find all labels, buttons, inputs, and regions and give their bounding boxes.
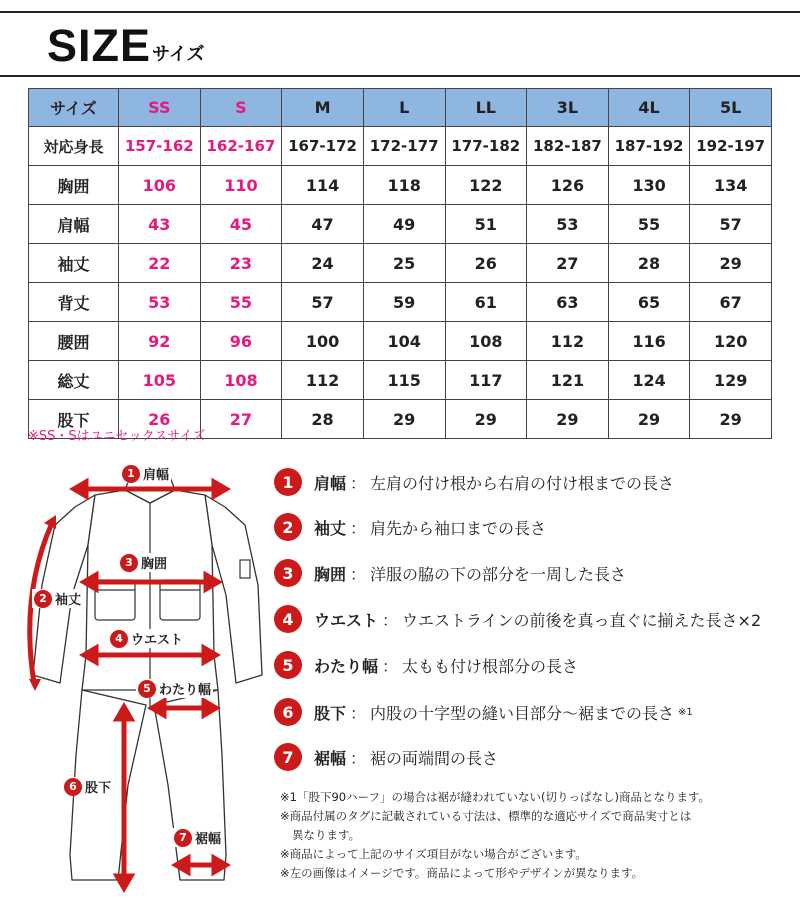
table-cell: 130 bbox=[608, 166, 690, 205]
legend-description: 内股の十字型の縫い目部分～裾までの長さ bbox=[370, 703, 675, 723]
table-cell: 124 bbox=[608, 361, 690, 400]
legend-item bbox=[274, 650, 578, 680]
header-cell: SS bbox=[119, 89, 201, 127]
row-label: 股下 bbox=[29, 400, 119, 439]
legend-term: 袖丈 bbox=[314, 518, 347, 538]
footnote: ※商品付属のタグに記載されている寸法は、標準的な適応サイズで商品実寸とは bbox=[280, 809, 692, 823]
legend-separator: ： bbox=[350, 518, 367, 538]
table-cell: 182-187 bbox=[527, 127, 609, 166]
legend-number: 3 bbox=[274, 559, 302, 587]
row-label: 胸囲 bbox=[29, 166, 119, 205]
diagram-label-shoulder: 1 肩幅 bbox=[120, 464, 171, 483]
legend-number: 1 bbox=[274, 468, 302, 496]
table-cell: 172-177 bbox=[363, 127, 445, 166]
footnote: ※1「股下90ハーフ」の場合は裾が縫われていない(切りっぱなし)商品となります。 bbox=[280, 790, 711, 804]
table-cell: 96 bbox=[200, 322, 282, 361]
table-cell: 29 bbox=[690, 244, 772, 283]
diagram-num: 1 bbox=[122, 465, 140, 483]
table-cell: 105 bbox=[119, 361, 201, 400]
header-cell: サイズ bbox=[29, 89, 119, 127]
diagram-label-sleeve: 2 袖丈 bbox=[32, 589, 83, 608]
table-cell: 29 bbox=[445, 400, 527, 439]
table-cell: 92 bbox=[119, 322, 201, 361]
legend-item bbox=[274, 558, 626, 588]
table-cell: 61 bbox=[445, 283, 527, 322]
table-cell: 177-182 bbox=[445, 127, 527, 166]
table-cell: 187-192 bbox=[608, 127, 690, 166]
page-subtitle: サイズ bbox=[152, 44, 205, 65]
table-cell: 129 bbox=[690, 361, 772, 400]
table-cell: 134 bbox=[690, 166, 772, 205]
table-cell: 108 bbox=[445, 322, 527, 361]
table-row bbox=[29, 205, 772, 244]
header-cell: S bbox=[200, 89, 282, 127]
table-cell: 59 bbox=[363, 283, 445, 322]
table-cell: 57 bbox=[690, 205, 772, 244]
size-table-header bbox=[29, 89, 772, 127]
table-cell: 49 bbox=[363, 205, 445, 244]
legend-term: 肩幅 bbox=[314, 473, 347, 493]
diagram-label-waist: 4 ウエスト bbox=[108, 629, 185, 648]
table-cell: 63 bbox=[527, 283, 609, 322]
table-cell: 65 bbox=[608, 283, 690, 322]
table-cell: 53 bbox=[527, 205, 609, 244]
table-cell: 117 bbox=[445, 361, 527, 400]
table-cell: 122 bbox=[445, 166, 527, 205]
legend-description: ウエストラインの前後を真っ直ぐに揃えた長さ×2 bbox=[402, 610, 762, 630]
diagram-label-inseam: 6 股下 bbox=[62, 777, 113, 796]
table-cell: 27 bbox=[200, 400, 282, 439]
legend-description: 左肩の付け根から右肩の付け根までの長さ bbox=[370, 473, 675, 493]
diagram-num: 4 bbox=[110, 630, 128, 648]
legend-footnote-ref: ※1 bbox=[678, 706, 693, 718]
coverall-diagram bbox=[0, 455, 270, 905]
row-label: 背丈 bbox=[29, 283, 119, 322]
diagram-num: 2 bbox=[34, 590, 52, 608]
page-title: SIZE bbox=[47, 20, 152, 71]
table-cell: 27 bbox=[527, 244, 609, 283]
legend-separator: ： bbox=[382, 610, 399, 630]
table-row bbox=[29, 283, 772, 322]
table-row bbox=[29, 166, 772, 205]
legend-term: 股下 bbox=[314, 703, 347, 723]
table-cell: 126 bbox=[527, 166, 609, 205]
legend-item bbox=[274, 742, 498, 772]
legend-term: ウエスト bbox=[314, 610, 379, 630]
size-table bbox=[28, 88, 772, 439]
table-cell: 29 bbox=[363, 400, 445, 439]
legend-number: 2 bbox=[274, 513, 302, 541]
table-cell: 28 bbox=[282, 400, 364, 439]
top-rule bbox=[0, 11, 800, 13]
table-cell: 57 bbox=[282, 283, 364, 322]
table-cell: 104 bbox=[363, 322, 445, 361]
row-label: 総丈 bbox=[29, 361, 119, 400]
legend-separator: ： bbox=[350, 473, 367, 493]
table-cell: 53 bbox=[119, 283, 201, 322]
legend-number: 7 bbox=[274, 743, 302, 771]
table-cell: 112 bbox=[282, 361, 364, 400]
legend-term: 胸囲 bbox=[314, 564, 347, 584]
legend-description: 太もも付け根部分の長さ bbox=[402, 656, 579, 676]
footnote: 異なります。 bbox=[292, 828, 361, 842]
legend-item bbox=[274, 467, 674, 497]
diagram-num: 6 bbox=[64, 778, 82, 796]
diagram-num: 7 bbox=[174, 829, 192, 847]
table-cell: 47 bbox=[282, 205, 364, 244]
table-cell: 118 bbox=[363, 166, 445, 205]
legend-separator: ： bbox=[350, 703, 367, 723]
table-cell: 26 bbox=[445, 244, 527, 283]
legend-item bbox=[274, 697, 693, 727]
table-cell: 162-167 bbox=[200, 127, 282, 166]
table-cell: 110 bbox=[200, 166, 282, 205]
table-cell: 24 bbox=[282, 244, 364, 283]
title-rule bbox=[0, 75, 800, 77]
header-cell: 5L bbox=[690, 89, 772, 127]
table-row bbox=[29, 361, 772, 400]
table-cell: 114 bbox=[282, 166, 364, 205]
diagram-label-hem: 7 裾幅 bbox=[172, 828, 223, 847]
legend-description: 裾の両端間の長さ bbox=[370, 748, 499, 768]
header-cell: LL bbox=[445, 89, 527, 127]
table-cell: 116 bbox=[608, 322, 690, 361]
table-cell: 115 bbox=[363, 361, 445, 400]
footnote: ※左の画像はイメージです。商品によって形やデザインが異なります。 bbox=[280, 866, 644, 880]
row-label: 腰囲 bbox=[29, 322, 119, 361]
header-cell: 4L bbox=[608, 89, 690, 127]
table-cell: 167-172 bbox=[282, 127, 364, 166]
header-cell: M bbox=[282, 89, 364, 127]
diagram-num: 3 bbox=[120, 554, 138, 572]
legend-description: 洋服の脇の下の部分を一周した長さ bbox=[370, 564, 627, 584]
table-cell: 26 bbox=[119, 400, 201, 439]
table-cell: 121 bbox=[527, 361, 609, 400]
table-cell: 100 bbox=[282, 322, 364, 361]
footnotes bbox=[280, 788, 795, 883]
table-row bbox=[29, 244, 772, 283]
table-cell: 43 bbox=[119, 205, 201, 244]
unisex-note: ※SS・Sはユニセックスサイズ bbox=[28, 429, 206, 444]
legend-item bbox=[274, 604, 761, 634]
header-cell: 3L bbox=[527, 89, 609, 127]
legend-number: 6 bbox=[274, 698, 302, 726]
table-cell: 120 bbox=[690, 322, 772, 361]
diagram-num: 5 bbox=[138, 680, 156, 698]
legend-term: わたり幅 bbox=[314, 656, 379, 676]
table-cell: 67 bbox=[690, 283, 772, 322]
table-cell: 112 bbox=[527, 322, 609, 361]
row-label: 肩幅 bbox=[29, 205, 119, 244]
table-cell: 45 bbox=[200, 205, 282, 244]
coverall-illustration bbox=[0, 455, 270, 905]
table-row bbox=[29, 127, 772, 166]
table-cell: 108 bbox=[200, 361, 282, 400]
table-cell: 25 bbox=[363, 244, 445, 283]
table-cell: 29 bbox=[608, 400, 690, 439]
table-cell: 23 bbox=[200, 244, 282, 283]
table-row bbox=[29, 322, 772, 361]
table-cell: 22 bbox=[119, 244, 201, 283]
legend-term: 裾幅 bbox=[314, 748, 347, 768]
table-cell: 106 bbox=[119, 166, 201, 205]
footnote: ※商品によって上記のサイズ項目がない場合がございます。 bbox=[280, 847, 587, 861]
table-cell: 157-162 bbox=[119, 127, 201, 166]
row-label: 対応身長 bbox=[29, 127, 119, 166]
legend-number: 5 bbox=[274, 651, 302, 679]
legend-separator: ： bbox=[382, 656, 399, 676]
table-cell: 29 bbox=[690, 400, 772, 439]
diagram-label-thigh: 5 わたり幅 bbox=[136, 679, 213, 698]
legend-separator: ： bbox=[350, 564, 367, 584]
legend-number: 4 bbox=[274, 605, 302, 633]
diagram-label-chest: 3 胸囲 bbox=[118, 553, 169, 572]
table-cell: 28 bbox=[608, 244, 690, 283]
table-cell: 192-197 bbox=[690, 127, 772, 166]
table-cell: 55 bbox=[200, 283, 282, 322]
legend-description: 肩先から袖口までの長さ bbox=[370, 518, 547, 538]
table-cell: 55 bbox=[608, 205, 690, 244]
legend-item bbox=[274, 512, 546, 542]
header-cell: L bbox=[363, 89, 445, 127]
legend-separator: ： bbox=[350, 748, 367, 768]
row-label: 袖丈 bbox=[29, 244, 119, 283]
table-cell: 29 bbox=[527, 400, 609, 439]
table-cell: 51 bbox=[445, 205, 527, 244]
